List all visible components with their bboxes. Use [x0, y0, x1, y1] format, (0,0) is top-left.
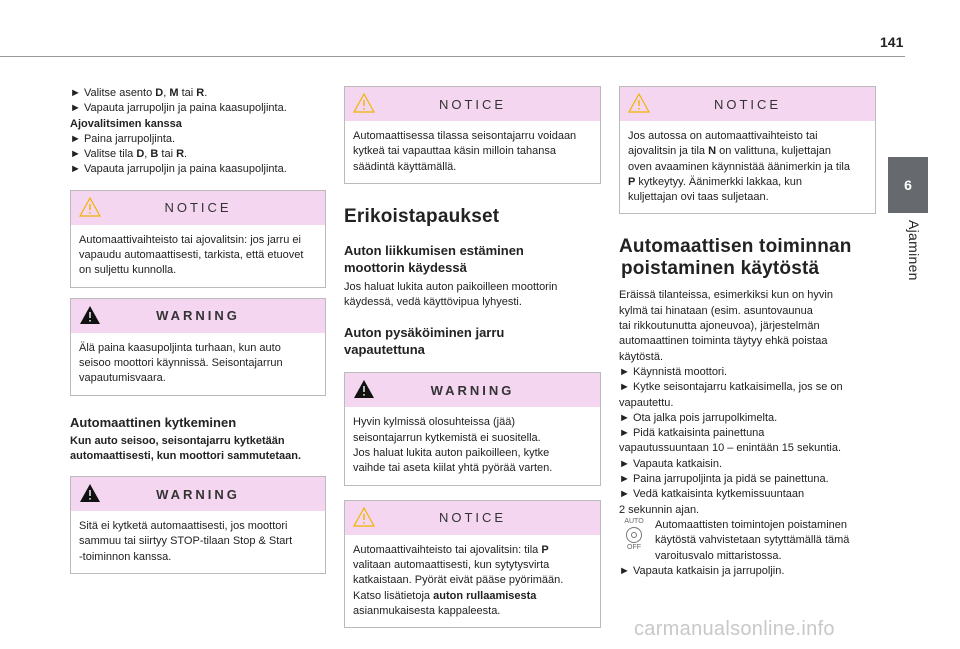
paragraph [619, 288, 876, 579]
section-heading [619, 236, 876, 280]
text-line: kylmä tai hinataan (esim. asuntovaunua [619, 304, 813, 317]
heading-line: Automaattisen toiminnan [619, 236, 852, 258]
icon-auto-label: AUTO [624, 517, 644, 525]
step-line: ► Valitse asento D, M tai R. [70, 87, 208, 99]
step-line: ► Valitse tila D, B tai R. [70, 148, 188, 161]
step-line: ► Ota jalka pois jarrupolkimelta. [619, 411, 778, 424]
warning-line: Sitä ei kytketä automaattisesti, jos moottori [79, 520, 288, 533]
notice-header [71, 191, 325, 225]
text-line: Eräissä tilanteissa, esimerkiksi kun on hyvin [619, 289, 833, 302]
step-line: ► Kytke seisontajarru katkaisimella, jos se on [619, 381, 843, 394]
notice-line: Automaattisessa tilassa seisontajarru voidaan [353, 130, 577, 142]
bold-line: automaattisesti, kun moottori sammutetaan. [70, 449, 302, 462]
warning-line: Jos haluat lukita auton paikoilleen, kytke [353, 447, 550, 460]
step-line: vapautettu. [619, 396, 674, 409]
header-rule [0, 56, 905, 57]
text-line: käydessä, vedä käyttövipua lyhyesti. [344, 296, 522, 309]
subheading-line: Auton liikkumisen estäminen [344, 242, 524, 258]
step-line: ► Vapauta katkaisin. [619, 457, 723, 470]
warning-header [71, 477, 325, 511]
notice-title: NOTICE [438, 96, 507, 112]
section-bold-text [70, 434, 326, 465]
notice-title: NOTICE [164, 200, 232, 216]
warning-header [345, 373, 600, 407]
warning-line: Hyvin kylmissä olosuhteissa (jää) [353, 416, 515, 429]
notice-body [345, 121, 600, 183]
warning-triangle-icon [79, 483, 101, 503]
warning-body [345, 407, 600, 484]
warning-triangle-icon [353, 507, 375, 527]
notice-header [345, 87, 600, 121]
subheading-line: moottorin käydessä [344, 259, 467, 275]
notice-line: vapaudu automaattisesti, tarkista, että etuovet [79, 249, 304, 262]
notice-line: oven avaaminen käynnistää äänimerkin ja tila [628, 160, 850, 173]
notice-body [71, 225, 325, 287]
notice-line: Katso lisätietoja auton rullaamisesta [353, 589, 537, 602]
warning-header [71, 299, 325, 333]
warning-title: WARNING [156, 308, 240, 324]
text-line: käytöstä vahvistetaan sytyttämällä tämä [655, 534, 850, 547]
chapter-tab[interactable]: 6 [888, 157, 928, 213]
notice-line: Automaattivaihteisto tai ajovalitsin: tila P [353, 543, 549, 556]
notice-box [344, 86, 601, 184]
warning-line: -toiminnon kanssa. [79, 550, 172, 563]
text-line: tai rikkoutunutta ajoneuvoa), järjestelmän [619, 320, 820, 333]
notice-line: valitaan automaattisesti, kun sytytysvirta [353, 558, 550, 571]
warning-line: vapautumisvaara. [79, 372, 166, 385]
notice-title: NOTICE [713, 96, 782, 112]
auto-off-note [619, 518, 876, 564]
notice-line: ajovalitsin ja tila N on valittuna, kuljettajan [628, 145, 832, 158]
subheading-line: vapautettuna [344, 342, 425, 358]
page-number: 141 [880, 34, 904, 50]
text-line: Jos haluat lukita auton paikoilleen moottorin [344, 280, 558, 293]
text-line: käytöstä. [619, 350, 664, 363]
subheading: Ajovalitsimen kanssa [70, 117, 182, 130]
warning-body [71, 511, 325, 573]
warning-title: WARNING [156, 486, 240, 502]
column-2 [344, 86, 601, 628]
intro-steps [70, 86, 326, 178]
notice-line: Automaattivaihteisto tai ajovalitsin: jos jarru ei [79, 233, 301, 246]
notice-line: on suljettu kunnolla. [79, 264, 177, 277]
notice-line: asianmukaisesta kappaleesta. [353, 604, 501, 617]
notice-header [620, 87, 875, 121]
chapter-label: Ajaminen [906, 220, 922, 281]
warning-triangle-icon [353, 93, 375, 113]
warning-line: vaihde tai aseta kiilat yhtä pyörää varten. [353, 462, 553, 475]
notice-body [620, 121, 875, 213]
step-line: ► Vapauta jarrupoljin ja paina kaasupoljinta. [70, 163, 287, 176]
warning-line: seisoo moottori käynnissä. Seisontajarrun [79, 356, 283, 369]
watermark: carmanualsonline.info [634, 618, 835, 640]
notice-body [345, 535, 600, 627]
section-heading: Erikoistapaukset [344, 205, 500, 227]
warning-line: seisontajarrun kytkemistä ei suositella. [353, 431, 541, 444]
warning-box [344, 372, 601, 485]
warning-triangle-icon [628, 93, 650, 113]
notice-line: Jos autossa on automaattivaihteisto tai [628, 130, 818, 142]
text-line: varoitusvalo mittaristossa. [655, 549, 782, 562]
warning-triangle-icon [79, 305, 101, 325]
step-line: ► Paina jarrupoljinta. [70, 132, 176, 145]
warning-box [70, 476, 326, 574]
step-line: ► Käynnistä moottori. [619, 365, 728, 378]
step-line: ► Paina jarrupoljinta ja pidä se painettuna. [619, 473, 829, 486]
notice-title: NOTICE [438, 510, 507, 526]
column-1 [70, 86, 326, 574]
text-line: automaattinen toiminta täytyy ehkä poistaa [619, 335, 828, 348]
notice-line: katkaistaan. Pyörät eivät pääse pyörimään. [353, 574, 564, 587]
warning-line: sammuu tai siirtyy STOP-tilaan Stop & Start [79, 535, 293, 548]
step-line: ► Vedä katkaisinta kytkemissuuntaan [619, 488, 805, 501]
step-line: ► Pidä katkaisinta painettuna [619, 427, 765, 440]
subheading-block [344, 324, 601, 358]
notice-box [619, 86, 876, 214]
notice-line: kuljettajan ovi taas suljetaan. [628, 191, 769, 204]
warning-triangle-icon [79, 197, 101, 217]
step-line: ► Vapauta jarrupoljin ja paina kaasupoljinta. [70, 102, 287, 115]
warning-title: WARNING [430, 382, 515, 398]
step-line: ► Vapauta katkaisin ja jarrupoljin. [619, 564, 785, 577]
bold-line: Kun auto seisoo, seisontajarru kytketään [70, 434, 285, 447]
notice-box [344, 500, 601, 628]
section-title: Automaattinen kytkeminen [70, 414, 237, 430]
column-3 [619, 86, 876, 579]
heading-line: poistaminen käytöstä [621, 258, 820, 280]
step-line: vapautussuuntaan 10 – enintään 15 sekuntia. [619, 442, 842, 455]
paragraph [344, 280, 601, 311]
icon-off-label: OFF [627, 543, 641, 551]
warning-box [70, 298, 326, 396]
warning-body [71, 333, 325, 395]
step-line: 2 sekunnin ajan. [619, 503, 700, 516]
notice-header [345, 501, 600, 535]
subheading-block [344, 242, 601, 276]
notice-line: P kytkeytyy. Äänimerkki lakkaa, kun [628, 175, 803, 188]
notice-line: säädintä käyttämällä. [353, 160, 457, 173]
warning-triangle-icon [353, 379, 375, 399]
text-line: Automaattisten toimintojen poistaminen [655, 518, 847, 531]
notice-line: kytkeä tai vapauttaa käsin milloin tahansa [353, 145, 557, 158]
notice-box [70, 190, 326, 288]
subheading-line: Auton pysäköiminen jarru [344, 325, 505, 341]
warning-line: Älä paina kaasupoljinta turhaan, kun auto [79, 341, 281, 354]
auto-off-warning-icon [619, 518, 649, 554]
